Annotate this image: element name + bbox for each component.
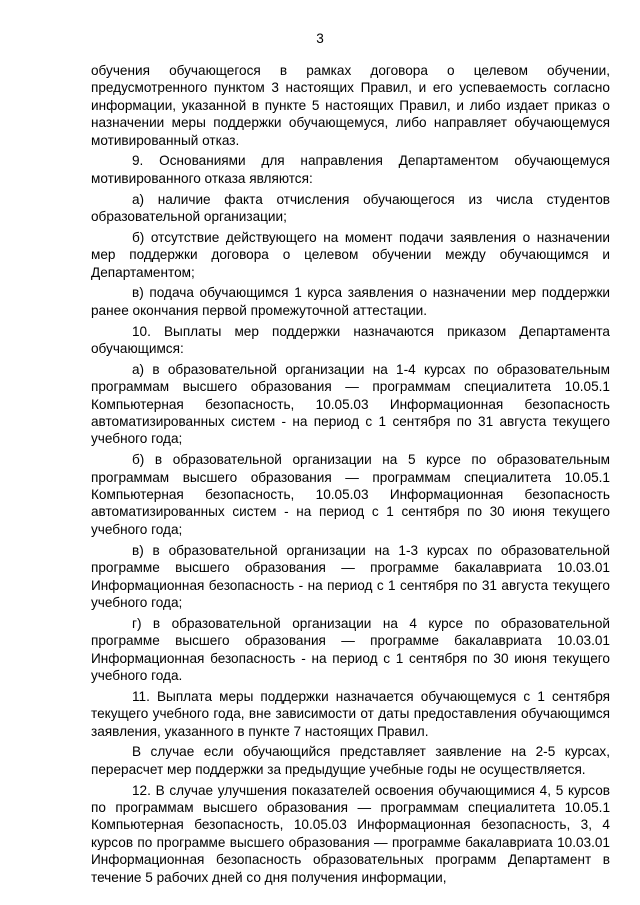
paragraph-9c: в) подача обучающимся 1 курса заявления о назначении мер поддержки ранее окончания первой промежуточной аттестации. (91, 285, 610, 318)
paragraph-9b: б) отсутствие действующего на момент подачи заявления о назначении мер поддержки договора о целевом обучении между обучающимся и Департаментом; (91, 229, 610, 280)
paragraph-10a: а) в образовательной организации на 1-4 курсах по образовательным программам высшего образования — программам специалитета 10.05.1 Компьютерная безопасность, 10.05.03 Информационная безопасность автоматизированных систем - на период с 1 сентября по 31 августа текущего учебного года; (91, 361, 610, 447)
paragraph-10d: г) в образовательной организации на 4 курсе по образовательной программе высшего образования — программе бакалавриата 10.03.01 Информационная безопасность - на период с 1 сентября по 30 июня текущего учебного года. (91, 615, 610, 683)
paragraph-item-9: 9. Основаниями для направления Департаментом обучающемуся мотивированного отказа являются: (91, 153, 610, 186)
paragraph-11-note: В случае если обучающийся представляет заявление на 2-5 курсах, перерасчет мер поддержки за предыдущие учебные годы не осуществляется. (91, 744, 610, 777)
paragraph-9a: а) наличие факта отчисления обучающегося из числа студентов образовательной организации; (91, 191, 610, 225)
paragraph-continuation: обучения обучающегося в рамках договора о целевом обучении, предусмотренного пунктом 3 настоящих Правил, и его успеваемость согласно информации, указанной в пункте 5 настоящих Правил, и либо издает приказ о назначении меры поддержки обучающемуся, либо направляет обучающемуся мотивированный отказ. (91, 63, 610, 148)
paragraph-10b: б) в образовательной организации на 5 курсе по образовательным программам высшего образования — программам специалитета 10.05.1 Компьютерная безопасность, 10.05.03 Информационная безопасность автоматизированных систем - на период с 1 сентября по 30 июня текущего учебного года; (91, 452, 610, 537)
page-number: 3 (316, 31, 324, 46)
paragraph-item-12: 12. В случае улучшения показателей освоения обучающимися 4, 5 курсов по программам высшего образования — программам специалитета 10.05.1 Компьютерная безопасность, 10.05.03 Информационная безопасность, 3, 4 курсов по программе высшего образования — программе бакалавриата 10.03.01 Информационная безопасность образовательных программ Департамент в течение 5 рабочих дней со дня получения информации, (91, 782, 610, 885)
paragraph-item-10: 10. Выплаты мер поддержки назначаются приказом Департамента обучающимся: (91, 323, 610, 357)
paragraph-item-11: 11. Выплата меры поддержки назначается обучающемуся с 1 сентября текущего учебного года, вне зависимости от даты предоставления обучающимся заявления, указанного в пункте 7 настоящих Правил. (91, 688, 610, 739)
document-body (91, 62, 610, 886)
paragraph-10c: в) в образовательной организации на 1-3 курсах по образовательной программе высшего образования — программе бакалавриата 10.03.01 Информационная безопасность - на период с 1 сентября по 31 августа текущего учебного года; (91, 542, 610, 610)
